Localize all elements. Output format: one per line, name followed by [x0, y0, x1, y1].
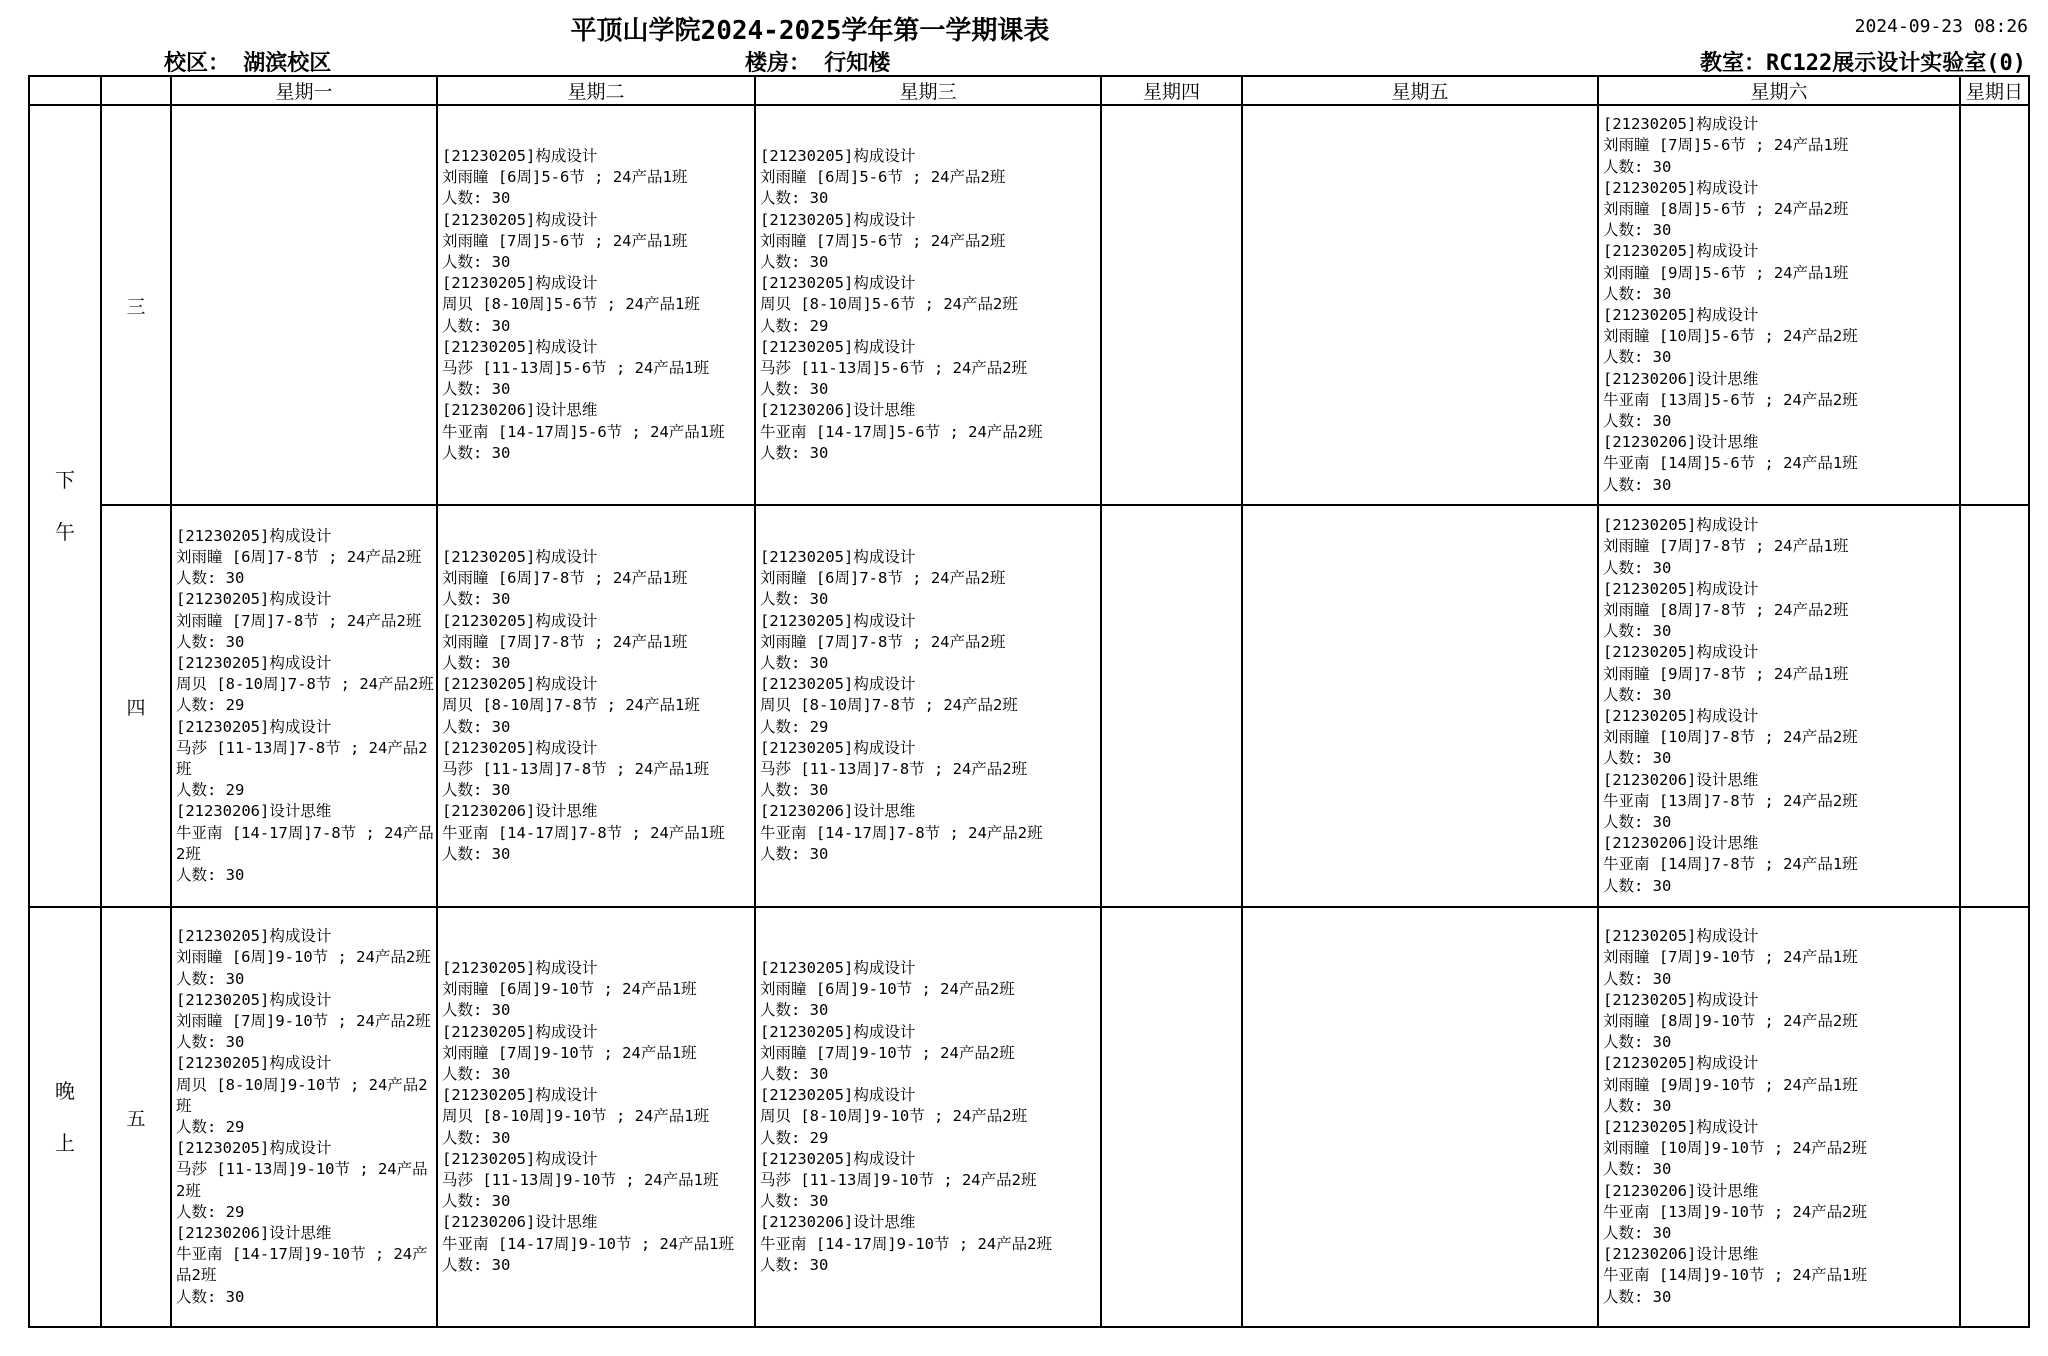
course-headcount: 人数: 30 [1603, 685, 1672, 704]
course-teacher-schedule: 牛亚南 [13周]5-6节 ; 24产品2班 [1603, 390, 1858, 409]
course-code-name: [21230205]构成设计 [1603, 1118, 1759, 1136]
section-row-4 [29, 505, 2029, 907]
course-teacher-schedule: 周贝 [8-10周]9-10节 ; 24产品2班 [176, 1075, 428, 1115]
course-code-name: [21230205]构成设计 [1603, 306, 1759, 324]
course-entry [760, 337, 1098, 401]
course-entry [442, 958, 752, 1022]
course-teacher-schedule: 牛亚南 [14-17周]9-10节 ; 24产品1班 [442, 1234, 734, 1253]
course-entry [760, 611, 1098, 675]
course-code-name: [21230206]设计思维 [1603, 433, 1759, 452]
course-code-name: [21230205]构成设计 [442, 675, 598, 694]
course-teacher-schedule: 马莎 [11-13周]5-6节 ; 24产品1班 [442, 359, 710, 377]
schedule-cell [1242, 907, 1598, 1327]
course-headcount: 人数: 30 [1603, 622, 1672, 641]
schedule-cell [1598, 105, 1960, 505]
course-code-name: [21230205]构成设计 [1603, 579, 1759, 598]
course-code-name: [21230206]设计思维 [442, 401, 598, 420]
course-entry [1603, 1117, 1957, 1181]
course-headcount: 人数: 30 [760, 380, 829, 399]
course-headcount: 人数: 30 [760, 189, 829, 208]
course-teacher-schedule: 刘雨瞳 [7周]5-6节 ; 24产品1班 [1603, 136, 1849, 155]
course-code-name: [21230205]构成设计 [442, 210, 598, 229]
section-label: 四 [101, 505, 171, 907]
course-headcount: 人数: 30 [442, 380, 511, 399]
course-teacher-schedule: 刘雨瞳 [7周]5-6节 ; 24产品2班 [760, 231, 1006, 250]
course-entry [442, 1085, 752, 1149]
course-teacher-schedule: 刘雨瞳 [6周]9-10节 ; 24产品2班 [760, 980, 1015, 999]
course-teacher-schedule: 马莎 [11-13周]9-10节 ; 24产品2班 [176, 1160, 428, 1200]
course-headcount: 人数: 30 [1603, 813, 1672, 832]
course-code-name: [21230205]构成设计 [176, 1054, 332, 1073]
course-teacher-schedule: 牛亚南 [14周]5-6节 ; 24产品1班 [1603, 454, 1858, 473]
course-headcount: 人数: 30 [176, 969, 245, 988]
course-teacher-schedule: 周贝 [8-10周]9-10节 ; 24产品1班 [442, 1107, 710, 1126]
course-teacher-schedule: 牛亚南 [14周]9-10节 ; 24产品1班 [1603, 1266, 1867, 1285]
course-teacher-schedule: 牛亚南 [14-17周]7-8节 ; 24产品1班 [442, 823, 725, 842]
course-teacher-schedule: 刘雨瞳 [7周]9-10节 ; 24产品2班 [760, 1043, 1015, 1062]
course-code-name: [21230205]构成设计 [442, 1086, 598, 1105]
course-headcount: 人数: 30 [1603, 1033, 1672, 1052]
course-teacher-schedule: 刘雨瞳 [6周]9-10节 ; 24产品2班 [176, 948, 431, 967]
schedule-cell [437, 907, 755, 1327]
schedule-cell [437, 505, 755, 907]
course-entry [760, 1022, 1098, 1086]
course-headcount: 人数: 30 [1603, 969, 1672, 988]
schedule-cell [1960, 907, 2029, 1327]
course-teacher-schedule: 刘雨瞳 [7周]7-8节 ; 24产品1班 [1603, 537, 1849, 556]
course-entry [760, 210, 1098, 274]
period-evening-label: 晚 上 [55, 1079, 75, 1155]
schedule-cell [1101, 907, 1242, 1327]
course-code-name: [21230205]构成设计 [760, 675, 916, 694]
course-entry [442, 738, 752, 802]
course-headcount: 人数: 30 [442, 1192, 511, 1211]
course-teacher-schedule: 周贝 [8-10周]7-8节 ; 24产品2班 [760, 696, 1018, 715]
course-entry [760, 801, 1098, 865]
course-code-name: [21230205]构成设计 [760, 738, 916, 757]
course-teacher-schedule: 刘雨瞳 [7周]7-8节 ; 24产品1班 [442, 632, 688, 651]
course-entry [760, 400, 1098, 464]
course-headcount: 人数: 30 [1603, 749, 1672, 768]
course-code-name: [21230206]设计思维 [760, 1213, 916, 1232]
course-headcount: 人数: 29 [176, 696, 245, 715]
course-headcount: 人数: 30 [760, 443, 829, 462]
period-afternoon [29, 105, 101, 907]
course-headcount: 人数: 30 [442, 653, 511, 672]
course-headcount: 人数: 30 [1603, 1224, 1672, 1243]
course-headcount: 人数: 30 [1603, 876, 1672, 895]
course-headcount: 人数: 30 [760, 252, 829, 271]
day-header-row [29, 76, 2029, 105]
course-code-name: [21230205]构成设计 [442, 1149, 598, 1168]
print-timestamp: 2024-09-23 08:26 [1854, 16, 2028, 37]
course-code-name: [21230205]构成设计 [1603, 242, 1759, 261]
course-entry [1603, 770, 1957, 834]
course-entry [1603, 1053, 1957, 1117]
course-code-name: [21230205]构成设计 [760, 337, 916, 356]
course-teacher-schedule: 周贝 [8-10周]7-8节 ; 24产品1班 [442, 696, 700, 715]
day-header-sat: 星期六 [1598, 76, 1960, 105]
course-teacher-schedule: 刘雨瞳 [8周]7-8节 ; 24产品2班 [1603, 600, 1849, 619]
course-teacher-schedule: 周贝 [8-10周]5-6节 ; 24产品2班 [760, 295, 1018, 314]
course-entry [176, 801, 434, 886]
course-headcount: 人数: 30 [176, 632, 245, 651]
course-teacher-schedule: 牛亚南 [13周]9-10节 ; 24产品2班 [1603, 1202, 1867, 1221]
section-row-5 [29, 907, 2029, 1327]
course-code-name: [21230205]构成设计 [760, 1022, 916, 1041]
course-code-name: [21230205]构成设计 [176, 526, 332, 545]
day-header-fri: 星期五 [1242, 76, 1598, 105]
course-entry [1603, 515, 1957, 579]
schedule-cell [1242, 105, 1598, 505]
course-teacher-schedule: 马莎 [11-13周]9-10节 ; 24产品2班 [760, 1171, 1037, 1189]
course-teacher-schedule: 刘雨瞳 [6周]9-10节 ; 24产品1班 [442, 980, 697, 999]
course-teacher-schedule: 刘雨瞳 [9周]9-10节 ; 24产品1班 [1603, 1075, 1858, 1094]
course-headcount: 人数: 30 [760, 1064, 829, 1083]
course-code-name: [21230206]设计思维 [442, 1213, 598, 1232]
course-code-name: [21230205]构成设计 [442, 1022, 598, 1041]
course-code-name: [21230205]构成设计 [1603, 516, 1759, 535]
course-entry [1603, 706, 1957, 770]
course-code-name: [21230206]设计思维 [442, 802, 598, 821]
course-entry [442, 337, 752, 401]
course-teacher-schedule: 马莎 [11-13周]5-6节 ; 24产品2班 [760, 359, 1028, 377]
course-code-name: [21230205]构成设计 [442, 337, 598, 356]
schedule-cell [755, 907, 1101, 1327]
course-entry [1603, 833, 1957, 897]
course-headcount: 人数: 30 [1603, 1287, 1672, 1306]
course-teacher-schedule: 马莎 [11-13周]7-8节 ; 24产品2班 [176, 738, 428, 778]
course-headcount: 人数: 30 [176, 866, 245, 885]
course-teacher-schedule: 刘雨瞳 [7周]7-8节 ; 24产品2班 [176, 611, 422, 630]
course-teacher-schedule: 刘雨瞳 [6周]7-8节 ; 24产品1班 [442, 569, 688, 588]
course-teacher-schedule: 刘雨瞳 [8周]9-10节 ; 24产品2班 [1603, 1011, 1858, 1030]
course-headcount: 人数: 29 [176, 1118, 245, 1136]
course-code-name: [21230205]构成设计 [176, 1139, 332, 1158]
course-code-name: [21230205]构成设计 [760, 958, 916, 977]
course-entry [1603, 114, 1957, 178]
course-entry [176, 526, 434, 590]
course-teacher-schedule: 刘雨瞳 [9周]5-6节 ; 24产品1班 [1603, 263, 1849, 282]
course-teacher-schedule: 周贝 [8-10周]7-8节 ; 24产品2班 [176, 675, 434, 694]
course-teacher-schedule: 牛亚南 [14-17周]5-6节 ; 24产品1班 [442, 422, 725, 441]
course-headcount: 人数: 30 [442, 316, 511, 335]
course-headcount: 人数: 30 [442, 1128, 511, 1147]
day-header-mon: 星期一 [171, 76, 437, 105]
course-teacher-schedule: 牛亚南 [14-17周]7-8节 ; 24产品2班 [176, 823, 434, 863]
course-teacher-schedule: 刘雨瞳 [7周]5-6节 ; 24产品1班 [442, 231, 688, 250]
course-headcount: 人数: 30 [1603, 412, 1672, 431]
course-headcount: 人数: 30 [442, 252, 511, 271]
course-entry [1603, 369, 1957, 433]
course-code-name: [21230205]构成设计 [1603, 643, 1759, 662]
day-header-thu: 星期四 [1101, 76, 1242, 105]
schedule-cell [171, 505, 437, 907]
course-headcount: 人数: 30 [176, 569, 245, 588]
day-header-sun: 星期日 [1960, 76, 2029, 105]
course-teacher-schedule: 刘雨瞳 [7周]9-10节 ; 24产品1班 [1603, 948, 1858, 967]
course-entry [1603, 642, 1957, 706]
course-teacher-schedule: 刘雨瞳 [7周]9-10节 ; 24产品2班 [176, 1011, 431, 1030]
course-entry [1603, 178, 1957, 242]
course-code-name: [21230205]构成设计 [760, 210, 916, 229]
course-entry [760, 273, 1098, 337]
course-headcount: 人数: 30 [442, 189, 511, 208]
section-label: 三 [101, 105, 171, 505]
course-code-name: [21230205]构成设计 [442, 611, 598, 630]
schedule-meta [0, 46, 2048, 74]
course-code-name: [21230205]构成设计 [176, 927, 332, 946]
course-entry [442, 611, 752, 675]
course-entry [1603, 579, 1957, 643]
course-entry [1603, 1181, 1957, 1245]
course-code-name: [21230205]构成设计 [760, 274, 916, 293]
course-headcount: 人数: 30 [760, 1192, 829, 1211]
course-headcount: 人数: 30 [442, 1255, 511, 1274]
course-teacher-schedule: 刘雨瞳 [7周]7-8节 ; 24产品2班 [760, 632, 1006, 651]
course-code-name: [21230206]设计思维 [176, 802, 332, 821]
course-code-name: [21230205]构成设计 [176, 990, 332, 1009]
course-code-name: [21230205]构成设计 [1603, 1054, 1759, 1073]
schedule-cell [437, 105, 755, 505]
timetable [28, 75, 2030, 1328]
course-entry [176, 926, 434, 990]
course-headcount: 人数: 30 [1603, 1096, 1672, 1115]
course-headcount: 人数: 30 [760, 781, 829, 800]
building-label: 楼房： 行知楼 [745, 51, 891, 76]
course-headcount: 人数: 30 [760, 1255, 829, 1274]
course-teacher-schedule: 牛亚南 [14周]7-8节 ; 24产品1班 [1603, 855, 1858, 874]
course-entry [760, 146, 1098, 210]
period-afternoon-label: 下 午 [55, 468, 75, 544]
schedule-cell [1101, 505, 1242, 907]
schedule-cell [1960, 505, 2029, 907]
course-headcount: 人数: 29 [760, 717, 829, 736]
schedule-cell [1598, 505, 1960, 907]
course-entry [760, 547, 1098, 611]
schedule-cell [1598, 907, 1960, 1327]
course-code-name: [21230206]设计思维 [760, 802, 916, 821]
course-entry [1603, 432, 1957, 496]
course-headcount: 人数: 30 [1603, 157, 1672, 176]
schedule-cell [171, 105, 437, 505]
course-entry [1603, 305, 1957, 369]
course-entry [760, 958, 1098, 1022]
course-code-name: [21230206]设计思维 [1603, 369, 1759, 388]
course-code-name: [21230205]构成设计 [760, 1086, 916, 1105]
day-header-tue: 星期二 [437, 76, 755, 105]
course-headcount: 人数: 30 [442, 844, 511, 863]
schedule-cell [1242, 505, 1598, 907]
course-headcount: 人数: 30 [442, 1064, 511, 1083]
course-entry [760, 1149, 1098, 1213]
course-headcount: 人数: 30 [1603, 221, 1672, 240]
course-teacher-schedule: 刘雨瞳 [10周]7-8节 ; 24产品2班 [1603, 728, 1858, 747]
course-teacher-schedule: 马莎 [11-13周]7-8节 ; 24产品2班 [760, 760, 1028, 778]
course-entry [442, 400, 752, 464]
course-headcount: 人数: 29 [176, 781, 245, 800]
course-code-name: [21230205]构成设计 [1603, 178, 1759, 197]
course-code-name: [21230205]构成设计 [1603, 115, 1759, 134]
course-code-name: [21230205]构成设计 [1603, 990, 1759, 1009]
course-teacher-schedule: 刘雨瞳 [7周]9-10节 ; 24产品1班 [442, 1043, 697, 1062]
course-entry [442, 273, 752, 337]
course-code-name: [21230205]构成设计 [176, 653, 332, 672]
course-code-name: [21230205]构成设计 [442, 547, 598, 566]
course-code-name: [21230206]设计思维 [1603, 770, 1759, 789]
day-header-wed: 星期三 [755, 76, 1101, 105]
course-entry [442, 801, 752, 865]
course-teacher-schedule: 牛亚南 [14-17周]9-10节 ; 24产品2班 [176, 1245, 428, 1285]
course-teacher-schedule: 周贝 [8-10周]5-6节 ; 24产品1班 [442, 295, 700, 314]
schedule-cell [755, 105, 1101, 505]
course-code-name: [21230206]设计思维 [1603, 834, 1759, 853]
course-entry [760, 1085, 1098, 1149]
course-entry [1603, 990, 1957, 1054]
course-teacher-schedule: 刘雨瞳 [9周]7-8节 ; 24产品1班 [1603, 664, 1849, 683]
course-code-name: [21230205]构成设计 [442, 274, 598, 293]
course-headcount: 人数: 30 [1603, 1160, 1672, 1179]
course-entry [1603, 926, 1957, 990]
course-headcount: 人数: 30 [442, 1001, 511, 1020]
course-code-name: [21230205]构成设计 [442, 738, 598, 757]
schedule-cell [1101, 105, 1242, 505]
course-teacher-schedule: 刘雨瞳 [6周]7-8节 ; 24产品2班 [176, 547, 422, 566]
course-headcount: 人数: 30 [1603, 475, 1672, 494]
course-teacher-schedule: 牛亚南 [14-17周]5-6节 ; 24产品2班 [760, 422, 1043, 441]
course-headcount: 人数: 29 [760, 316, 829, 335]
course-entry [176, 990, 434, 1054]
course-headcount: 人数: 30 [760, 1001, 829, 1020]
course-code-name: [21230205]构成设计 [176, 590, 332, 609]
course-teacher-schedule: 牛亚南 [14-17周]7-8节 ; 24产品2班 [760, 823, 1043, 842]
section-row-3 [29, 105, 2029, 505]
course-teacher-schedule: 刘雨瞳 [6周]7-8节 ; 24产品2班 [760, 569, 1006, 588]
course-entry [442, 547, 752, 611]
room-label: 教室：RC122展示设计实验室(0) [1700, 51, 2026, 76]
corner-cell [29, 76, 101, 105]
course-entry [1603, 241, 1957, 305]
course-teacher-schedule: 牛亚南 [13周]7-8节 ; 24产品2班 [1603, 791, 1858, 810]
course-headcount: 人数: 30 [760, 653, 829, 672]
course-headcount: 人数: 30 [442, 443, 511, 462]
course-code-name: [21230205]构成设计 [1603, 927, 1759, 946]
course-code-name: [21230205]构成设计 [1603, 707, 1759, 725]
course-teacher-schedule: 刘雨瞳 [6周]5-6节 ; 24产品1班 [442, 168, 688, 187]
period-evening [29, 907, 101, 1327]
schedule-cell [1960, 105, 2029, 505]
course-teacher-schedule: 牛亚南 [14-17周]9-10节 ; 24产品2班 [760, 1234, 1052, 1253]
course-code-name: [21230206]设计思维 [760, 401, 916, 420]
page-title: 平顶山学院2024-2025学年第一学期课表 [570, 16, 1050, 46]
course-headcount: 人数: 30 [1603, 558, 1672, 577]
course-headcount: 人数: 29 [760, 1128, 829, 1147]
course-entry [442, 1149, 752, 1213]
section-label: 五 [101, 907, 171, 1327]
schedule-cell [755, 505, 1101, 907]
course-entry [442, 674, 752, 738]
course-headcount: 人数: 29 [176, 1202, 245, 1221]
course-entry [176, 717, 434, 802]
course-entry [442, 1212, 752, 1276]
course-entry [176, 589, 434, 653]
course-code-name: [21230205]构成设计 [760, 146, 916, 165]
course-code-name: [21230205]构成设计 [442, 958, 598, 977]
course-code-name: [21230205]构成设计 [442, 146, 598, 165]
course-entry [176, 1223, 434, 1308]
course-entry [1603, 1244, 1957, 1308]
course-headcount: 人数: 30 [1603, 284, 1672, 303]
course-headcount: 人数: 30 [1603, 348, 1672, 367]
course-entry [760, 738, 1098, 802]
schedule-cell [171, 907, 437, 1327]
course-teacher-schedule: 刘雨瞳 [8周]5-6节 ; 24产品2班 [1603, 199, 1849, 218]
course-entry [442, 1022, 752, 1086]
course-headcount: 人数: 30 [176, 1287, 245, 1306]
course-teacher-schedule: 刘雨瞳 [10周]5-6节 ; 24产品2班 [1603, 327, 1858, 346]
course-teacher-schedule: 周贝 [8-10周]9-10节 ; 24产品2班 [760, 1107, 1028, 1126]
course-teacher-schedule: 刘雨瞳 [6周]5-6节 ; 24产品2班 [760, 168, 1006, 187]
course-teacher-schedule: 马莎 [11-13周]7-8节 ; 24产品1班 [442, 760, 710, 778]
course-code-name: [21230205]构成设计 [760, 547, 916, 566]
course-code-name: [21230205]构成设计 [760, 1149, 916, 1168]
campus-label: 校区： 湖滨校区 [164, 51, 332, 76]
course-teacher-schedule: 刘雨瞳 [10周]9-10节 ; 24产品2班 [1603, 1139, 1867, 1158]
course-entry [176, 653, 434, 717]
course-teacher-schedule: 马莎 [11-13周]9-10节 ; 24产品1班 [442, 1171, 719, 1189]
course-headcount: 人数: 30 [176, 1033, 245, 1052]
course-headcount: 人数: 30 [442, 590, 511, 609]
course-code-name: [21230206]设计思维 [176, 1224, 332, 1243]
course-entry [760, 1212, 1098, 1276]
course-headcount: 人数: 30 [760, 844, 829, 863]
course-code-name: [21230205]构成设计 [176, 717, 332, 736]
course-entry [442, 210, 752, 274]
course-headcount: 人数: 30 [442, 717, 511, 736]
course-entry [442, 146, 752, 210]
course-entry [176, 1053, 434, 1138]
course-code-name: [21230206]设计思维 [1603, 1181, 1759, 1200]
course-headcount: 人数: 30 [760, 590, 829, 609]
course-entry [760, 674, 1098, 738]
course-headcount: 人数: 30 [442, 781, 511, 800]
course-code-name: [21230205]构成设计 [760, 611, 916, 630]
corner-cell [101, 76, 171, 105]
course-entry [176, 1138, 434, 1223]
course-code-name: [21230206]设计思维 [1603, 1245, 1759, 1264]
